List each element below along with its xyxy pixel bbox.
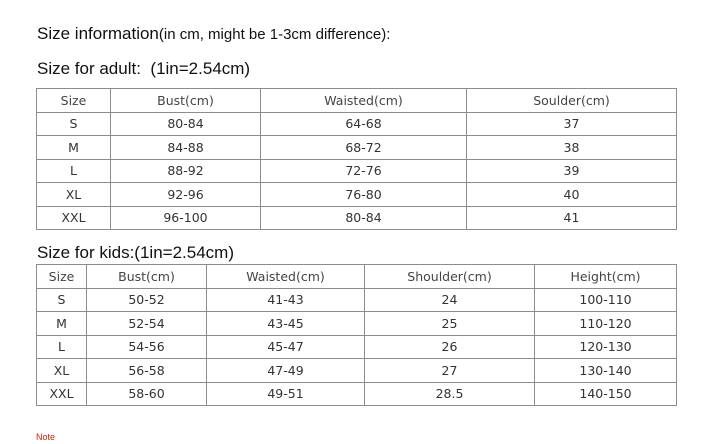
cell-waist: 76-80 [261, 183, 467, 207]
table-row [37, 312, 677, 336]
cell-waist: 47-49 [207, 359, 365, 383]
table-row [37, 288, 677, 312]
cell-waist: 41-43 [207, 288, 365, 312]
cell-size: S [37, 112, 111, 136]
column-header-bust: Bust(cm) [87, 265, 207, 289]
table-row [37, 335, 677, 359]
column-header-waist: Waisted(cm) [261, 89, 467, 113]
cell-shoulder: 28.5 [365, 382, 535, 406]
cell-shoulder: 40 [467, 183, 677, 207]
adult-size-table [36, 88, 677, 230]
column-header-size: Size [37, 89, 111, 113]
table-row [37, 183, 677, 207]
cell-waist: 80-84 [261, 206, 467, 230]
note-label: Note [36, 432, 56, 442]
cell-bust: 92-96 [111, 183, 261, 207]
cell-shoulder: 41 [467, 206, 677, 230]
cell-shoulder: 24 [365, 288, 535, 312]
size-information-heading [37, 25, 390, 42]
cell-waist: 45-47 [207, 335, 365, 359]
cell-waist: 49-51 [207, 382, 365, 406]
column-header-shoulder: Shoulder(cm) [365, 265, 535, 289]
cell-size: XXL [37, 206, 111, 230]
cell-bust: 54-56 [87, 335, 207, 359]
kids-size-heading: Size for kids:(1in=2.54cm) [37, 243, 234, 262]
cell-shoulder: 39 [467, 159, 677, 183]
cell-height: 130-140 [535, 359, 677, 383]
cell-waist: 43-45 [207, 312, 365, 336]
table-row [37, 159, 677, 183]
table-row [37, 112, 677, 136]
column-header-waist: Waisted(cm) [207, 265, 365, 289]
cell-size: M [37, 136, 111, 160]
table-row [37, 359, 677, 383]
column-header-shoulder: Soulder(cm) [467, 89, 677, 113]
cell-shoulder: 26 [365, 335, 535, 359]
cell-waist: 68-72 [261, 136, 467, 160]
cell-height: 140-150 [535, 382, 677, 406]
cell-size: M [37, 312, 87, 336]
column-header-bust: Bust(cm) [111, 89, 261, 113]
adult-size-title: Size for adult: [37, 59, 141, 78]
cell-bust: 80-84 [111, 112, 261, 136]
cell-shoulder: 25 [365, 312, 535, 336]
cell-height: 120-130 [535, 335, 677, 359]
cell-bust: 96-100 [111, 206, 261, 230]
table-row [37, 206, 677, 230]
cell-size: L [37, 335, 87, 359]
cell-shoulder: 38 [467, 136, 677, 160]
cell-waist: 72-76 [261, 159, 467, 183]
size-information-title: Size information [37, 24, 159, 43]
adult-size-conversion: (1in=2.54cm) [150, 59, 251, 78]
cell-shoulder: 27 [365, 359, 535, 383]
cell-shoulder: 37 [467, 112, 677, 136]
cell-bust: 84-88 [111, 136, 261, 160]
cell-bust: 58-60 [87, 382, 207, 406]
cell-size: XL [37, 359, 87, 383]
cell-size: L [37, 159, 111, 183]
cell-bust: 56-58 [87, 359, 207, 383]
table-row [37, 136, 677, 160]
cell-bust: 88-92 [111, 159, 261, 183]
cell-size: S [37, 288, 87, 312]
cell-size: XXL [37, 382, 87, 406]
cell-size: XL [37, 183, 111, 207]
table-row [37, 382, 677, 406]
table-header-row [37, 89, 677, 113]
adult-size-heading [37, 60, 250, 77]
size-information-note: (in cm, might be 1-3cm difference): [158, 26, 391, 43]
cell-height: 100-110 [535, 288, 677, 312]
cell-waist: 64-68 [261, 112, 467, 136]
column-header-size: Size [37, 265, 87, 289]
table-header-row [37, 265, 677, 289]
kids-size-table [36, 264, 677, 406]
column-header-height: Height(cm) [535, 265, 677, 289]
cell-height: 110-120 [535, 312, 677, 336]
cell-bust: 50-52 [87, 288, 207, 312]
cell-bust: 52-54 [87, 312, 207, 336]
